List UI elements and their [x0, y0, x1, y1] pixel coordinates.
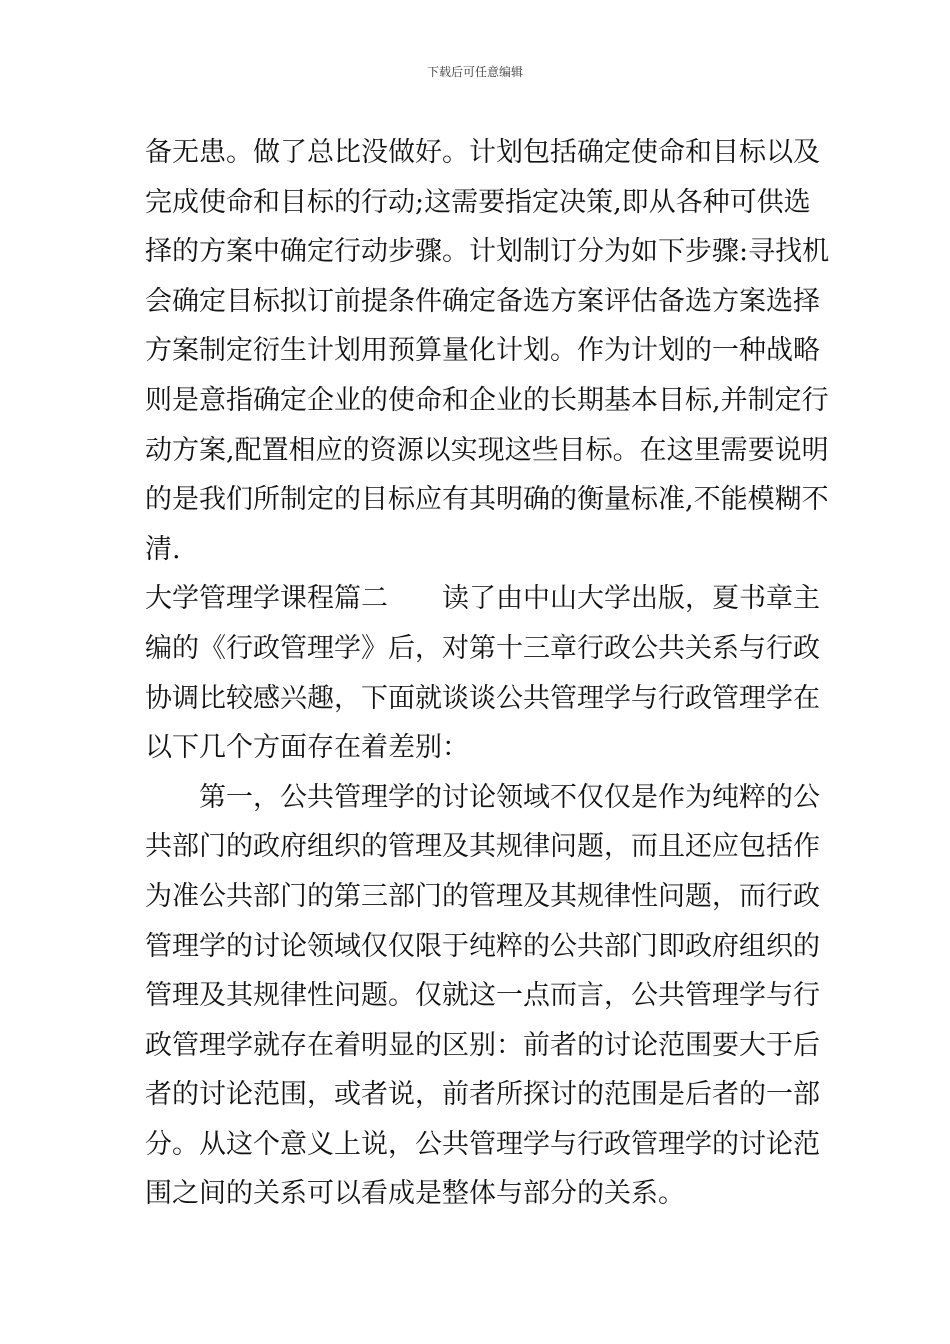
text-line: 完成使命和目标的行动;这需要指定决策,即从各种可供选 [145, 186, 811, 218]
text-line: 以下几个方面存在着差别： [145, 732, 469, 764]
text-line: 围之间的关系可以看成是整体与部分的关系。 [145, 1178, 685, 1210]
text-line: 共部门的政府组织的管理及其规律问题，而且还应包括作 [145, 831, 820, 863]
paragraph-first-line: 第一，公共管理学的讨论领域不仅仅是作为纯粹的公 [199, 781, 820, 813]
text-line: 会确定目标拟订前提条件确定备选方案评估备选方案选择 [145, 285, 820, 317]
text-line: 编的《行政管理学》后，对第十三章行政公共关系与行政 [145, 632, 820, 664]
text-line: 清. [145, 533, 181, 565]
text-line: 方案制定衍生计划用预算量化计划。作为计划的一种战略 [145, 335, 820, 367]
text-line: 为准公共部门的第三部门的管理及其规律性问题，而行政 [145, 880, 820, 912]
text-line: 备无患。做了总比没做好。计划包括确定使命和目标以及 [145, 137, 820, 168]
text-line: 管理及其规律性问题。仅就这一点而言，公共管理学与行 [145, 980, 820, 1012]
text-line: 则是意指确定企业的使命和企业的长期基本目标,并制定行 [145, 384, 829, 416]
text-line: 择的方案中确定行动步骤。计划制订分为如下步骤:寻找机 [145, 236, 830, 268]
text-line: 者的讨论范围，或者说，前者所探讨的范围是后者的一部 [145, 1079, 820, 1111]
text-line: 分。从这个意义上说，公共管理学与行政管理学的讨论范 [145, 1128, 820, 1160]
text-line: 的是我们所制定的目标应有其明确的衡量标准,不能模糊不 [145, 484, 829, 516]
section-heading-line: 大学管理学课程篇二 读了由中山大学出版，夏书章主 [145, 583, 820, 615]
text-line: 协调比较感兴趣，下面就谈谈公共管理学与行政管理学在 [145, 682, 820, 714]
document-body [145, 128, 830, 1219]
text-line: 动方案,配置相应的资源以实现这些目标。在这里需要说明 [145, 434, 829, 466]
page-header: 下载后可任意编辑 [426, 65, 523, 79]
text-line: 管理学的讨论领域仅仅限于纯粹的公共部门即政府组织的 [145, 930, 820, 962]
text-line: 政管理学就存在着明显的区别：前者的讨论范围要大于后 [145, 1029, 820, 1061]
